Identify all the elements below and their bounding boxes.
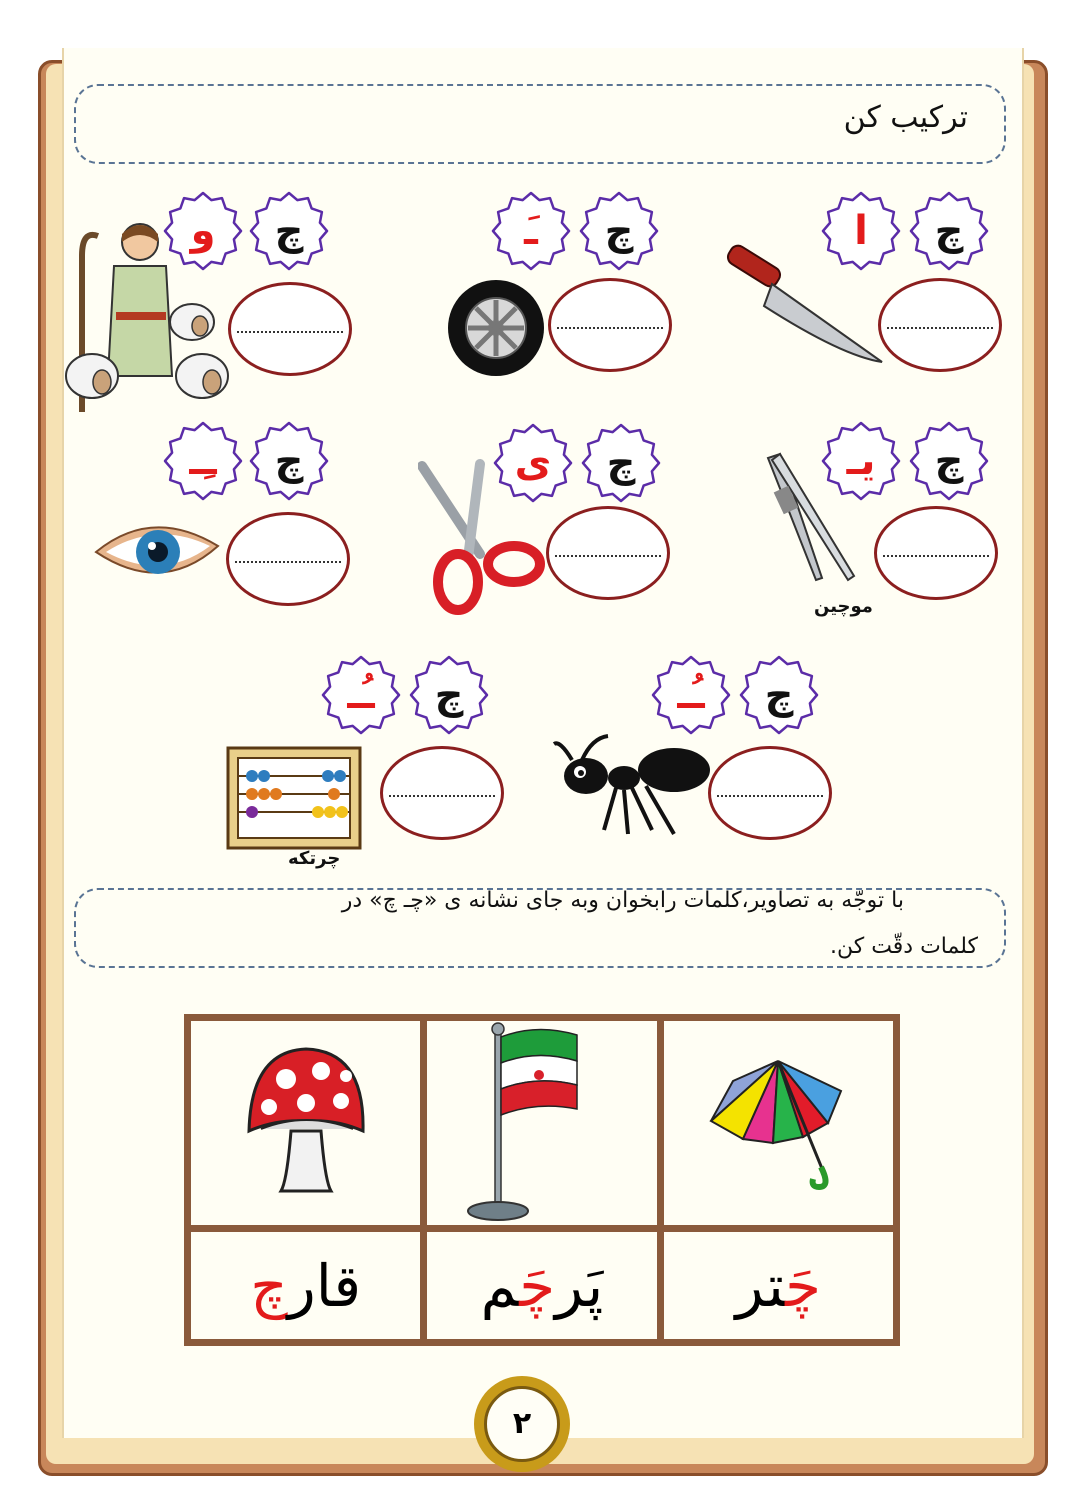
shepherd-icon (62, 216, 232, 420)
sign-flower (160, 418, 246, 504)
answer-oval[interactable] (228, 282, 352, 376)
vowel-sign: ـِـ (189, 438, 217, 484)
picture-caption: چرتکه (288, 848, 341, 869)
vowel-sign: ـُـ (677, 672, 705, 718)
answer-oval[interactable] (546, 506, 670, 600)
letter-che: چ (274, 208, 304, 254)
letter-che: چ (934, 208, 964, 254)
instruction-line-1: با توجّه به تصاویر،کلمات رابخوان وبه جای نشانه ی «چـ چ» در (341, 888, 904, 913)
word-qarch: قارچ (250, 1251, 362, 1320)
page-title: ترکیب کن (843, 100, 968, 135)
word-table (184, 1014, 900, 1346)
instruction-line-2: کلمات دقّت کن. (829, 934, 978, 959)
word-cell-3 (188, 1229, 424, 1343)
vowel-sign: یـ (846, 438, 876, 484)
word-chatr: چَتر (735, 1251, 822, 1320)
page-number-badge (474, 1376, 570, 1472)
vowel-sign: و (190, 208, 216, 254)
answer-oval[interactable] (874, 506, 998, 600)
vowel-sign: َـ (524, 208, 538, 254)
word-parcham: پَرچَم (480, 1251, 604, 1320)
letter-flower (246, 188, 332, 274)
sign-flower (488, 188, 574, 274)
flag-cell (424, 1018, 660, 1229)
answer-oval[interactable] (878, 278, 1002, 372)
letter-flower (246, 418, 332, 504)
letter-che: چ (606, 440, 636, 486)
letter-flower (406, 652, 492, 738)
knife-icon (722, 236, 892, 380)
answer-oval[interactable] (380, 746, 504, 840)
eye-icon (92, 512, 222, 596)
umbrella-cell (660, 1018, 896, 1229)
tweezers-icon (760, 448, 860, 592)
vowel-sign: ی (514, 440, 552, 486)
letter-che: چ (434, 672, 464, 718)
letter-che: چ (604, 208, 634, 254)
umbrella-icon (703, 1051, 853, 1191)
sign-flower (318, 652, 404, 738)
answer-oval[interactable] (708, 746, 832, 840)
abacus-icon (224, 744, 364, 858)
mushroom-cell (188, 1018, 424, 1229)
letter-flower (906, 188, 992, 274)
letter-flower (576, 188, 662, 274)
letter-flower (578, 420, 664, 506)
answer-oval[interactable] (226, 512, 350, 606)
flag-icon (467, 1021, 617, 1221)
word-cell-2 (424, 1229, 660, 1343)
letter-flower (906, 418, 992, 504)
scissors-icon (418, 458, 548, 622)
ant-icon (552, 730, 712, 844)
letter-che: چ (934, 438, 964, 484)
letter-flower (736, 652, 822, 738)
page-number: ۲ (484, 1386, 560, 1462)
word-cell-1 (660, 1229, 896, 1343)
letter-che: چ (764, 672, 794, 718)
mushroom-icon (241, 1041, 371, 1201)
sign-flower (648, 652, 734, 738)
letter-che: چ (274, 438, 304, 484)
answer-oval[interactable] (548, 278, 672, 372)
vowel-sign: ا (854, 208, 868, 254)
picture-caption: موچین (814, 596, 873, 617)
tire-icon (446, 278, 546, 382)
vowel-sign: ـُـ (347, 672, 375, 718)
